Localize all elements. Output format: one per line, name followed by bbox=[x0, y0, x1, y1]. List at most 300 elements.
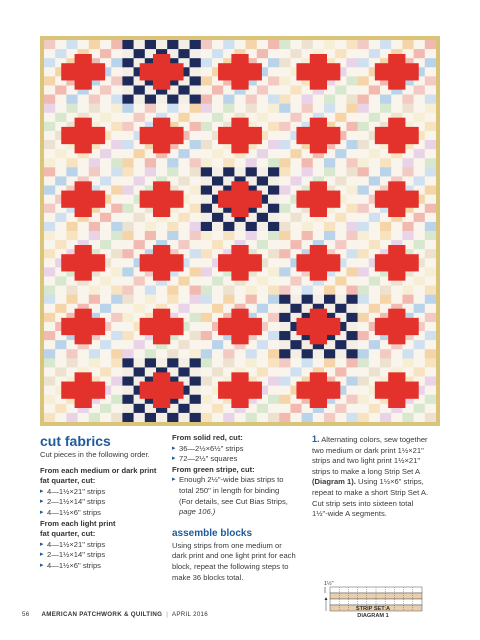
quilt-patch bbox=[122, 58, 133, 67]
quilt-patch bbox=[223, 231, 235, 240]
quilt-patch bbox=[44, 76, 56, 85]
quilt-patch bbox=[111, 131, 123, 140]
quilt-patch bbox=[391, 40, 403, 49]
quilt-patch bbox=[358, 149, 370, 158]
quilt-patch bbox=[358, 240, 370, 249]
quilt-patch bbox=[44, 377, 56, 386]
cross-vertical bbox=[231, 372, 248, 408]
quilt-patch bbox=[55, 49, 66, 58]
quilt-patch bbox=[425, 286, 436, 295]
quilt-patch bbox=[279, 58, 291, 67]
quilt-patch bbox=[268, 286, 280, 295]
quilt-patch bbox=[78, 95, 90, 104]
quilt-patch bbox=[346, 195, 358, 204]
quilt-patch bbox=[44, 95, 56, 104]
quilt-patch bbox=[268, 231, 280, 240]
quilt-patch bbox=[369, 158, 381, 167]
quilt-patch bbox=[414, 349, 426, 358]
quilt-patch bbox=[268, 40, 280, 49]
quilt-patch bbox=[111, 258, 123, 267]
quilt-patch bbox=[302, 222, 314, 231]
quilt-patch bbox=[44, 313, 56, 322]
quilt-patch bbox=[425, 313, 436, 322]
quilt-patch bbox=[279, 276, 291, 285]
quilt-patch bbox=[111, 404, 123, 413]
quilt-patch bbox=[212, 304, 224, 313]
quilt-patch bbox=[89, 167, 101, 176]
quilt-patch bbox=[425, 295, 436, 304]
quilt-patch bbox=[44, 195, 56, 204]
quilt-patch bbox=[279, 231, 291, 240]
quilt-patch bbox=[66, 158, 78, 167]
quilt-patch bbox=[425, 40, 436, 49]
quilt-patch bbox=[302, 158, 314, 167]
quilt-patch bbox=[100, 276, 112, 285]
quilt-patch bbox=[100, 213, 112, 222]
quilt-patch bbox=[122, 76, 133, 85]
diagram-caption bbox=[322, 606, 424, 620]
cross-vertical bbox=[310, 309, 327, 345]
list-item: ▸ 2—1½×14" strips bbox=[40, 550, 168, 561]
quilt-patch bbox=[201, 249, 213, 258]
quilt-patch bbox=[134, 413, 146, 422]
quilt-patch bbox=[290, 213, 302, 222]
quilt-patch bbox=[212, 149, 224, 158]
quilt-patch bbox=[212, 95, 224, 104]
quilt-patch bbox=[212, 240, 224, 249]
quilt-patch bbox=[212, 213, 224, 222]
quilt-patch bbox=[346, 40, 358, 49]
quilt-patch bbox=[279, 95, 291, 104]
quilt-patch bbox=[44, 404, 56, 413]
quilt-patch bbox=[358, 367, 370, 376]
cut-fabrics-section bbox=[40, 430, 168, 572]
quilt-patch bbox=[324, 95, 336, 104]
quilt-patch bbox=[369, 240, 381, 249]
quilt-patch bbox=[425, 186, 436, 195]
quilt-patch bbox=[111, 386, 123, 395]
quilt-patch bbox=[55, 367, 66, 376]
quilt-patch bbox=[122, 176, 133, 185]
quilt-patch bbox=[369, 167, 381, 176]
quilt-patch bbox=[402, 167, 414, 176]
quilt-patch bbox=[279, 367, 291, 376]
quilt-patch bbox=[156, 358, 168, 367]
quilt-patch bbox=[201, 276, 213, 285]
assemble-blocks-heading: assemble blocks bbox=[172, 527, 253, 539]
quilt-patch bbox=[111, 395, 123, 404]
quilt-patch bbox=[100, 231, 112, 240]
quilt-patch bbox=[346, 258, 358, 267]
quilt-patch bbox=[346, 49, 358, 58]
quilt-patch bbox=[279, 358, 291, 367]
quilt-patch bbox=[111, 286, 123, 295]
quilt-patch bbox=[66, 413, 78, 422]
quilt-patch bbox=[290, 404, 302, 413]
quilt-patch bbox=[44, 386, 56, 395]
quilt-patch bbox=[100, 349, 112, 358]
quilt-patch bbox=[89, 358, 101, 367]
quilt-patch bbox=[122, 167, 133, 176]
quilt-patch bbox=[346, 313, 358, 322]
quilt-patch bbox=[324, 158, 336, 167]
quilt-patch bbox=[78, 104, 90, 113]
quilt-patch bbox=[369, 231, 381, 240]
quilt-patch bbox=[234, 286, 246, 295]
quilt-patch bbox=[335, 49, 347, 58]
medium-dark-list bbox=[40, 487, 168, 519]
quilt-patch bbox=[111, 295, 123, 304]
quilt-patch bbox=[111, 195, 123, 204]
quilt-patch bbox=[313, 104, 325, 113]
quilt-patch bbox=[414, 104, 426, 113]
cross-vertical bbox=[388, 309, 405, 345]
quilt-patch bbox=[111, 358, 123, 367]
quilt-patch bbox=[111, 186, 123, 195]
quilt-patch bbox=[346, 131, 358, 140]
quilt-patch bbox=[425, 158, 436, 167]
quilt-patch bbox=[302, 295, 314, 304]
quilt-patch bbox=[190, 40, 202, 49]
quilt-patch bbox=[335, 104, 347, 113]
quilt-patch bbox=[358, 58, 370, 67]
quilt-patch bbox=[346, 358, 358, 367]
cross-vertical bbox=[310, 372, 327, 408]
quilt-patch bbox=[425, 377, 436, 386]
quilt-patch bbox=[335, 304, 347, 313]
cross-vertical bbox=[75, 118, 92, 154]
quilt-patch bbox=[190, 104, 202, 113]
quilt-patch bbox=[279, 240, 291, 249]
quilt-patch bbox=[335, 85, 347, 94]
quilt-patch bbox=[358, 222, 370, 231]
quilt-patch bbox=[44, 140, 56, 149]
assemble-line-4: make 36 blocks total. bbox=[172, 572, 244, 582]
quilt-patch bbox=[134, 49, 146, 58]
quilt-patch bbox=[257, 286, 269, 295]
quilt-patch bbox=[190, 331, 202, 340]
quilt-patch bbox=[156, 167, 168, 176]
quilt-patch bbox=[324, 222, 336, 231]
quilt-patch bbox=[391, 222, 403, 231]
quilt-patch bbox=[302, 231, 314, 240]
cross-vertical bbox=[388, 245, 405, 281]
cross-vertical bbox=[310, 54, 327, 90]
quilt-patch bbox=[257, 40, 269, 49]
quilt-patch bbox=[178, 113, 190, 122]
quilt-patch bbox=[234, 158, 246, 167]
quilt-patch bbox=[156, 222, 168, 231]
quilt-patch bbox=[44, 286, 56, 295]
quilt-patch bbox=[100, 113, 112, 122]
quilt-patch bbox=[44, 58, 56, 67]
quilt-patch bbox=[201, 267, 213, 276]
quilt-patch bbox=[212, 40, 224, 49]
quilt-patch bbox=[313, 40, 325, 49]
quilt-patch bbox=[346, 404, 358, 413]
quilt-patch bbox=[346, 367, 358, 376]
quilt-patch bbox=[134, 367, 146, 376]
quilt-patch bbox=[44, 213, 56, 222]
quilt-patch bbox=[55, 158, 66, 167]
cross-vertical bbox=[153, 54, 170, 90]
quilt-patch bbox=[111, 222, 123, 231]
quilt-patch bbox=[257, 104, 269, 113]
quilt-patch bbox=[190, 367, 202, 376]
quilt-patch bbox=[201, 176, 213, 185]
quilt-patch bbox=[335, 95, 347, 104]
quilt-patch bbox=[369, 304, 381, 313]
quilt-patch bbox=[78, 158, 90, 167]
quilt-patch bbox=[335, 149, 347, 158]
quilt-patch bbox=[44, 267, 56, 276]
quilt-patch bbox=[201, 113, 213, 122]
quilt-patch bbox=[358, 358, 370, 367]
quilt-patch bbox=[380, 222, 392, 231]
quilt-patch bbox=[425, 258, 436, 267]
quilt-patch bbox=[358, 313, 370, 322]
quilt-patch bbox=[425, 413, 436, 422]
quilt-patch bbox=[190, 186, 202, 195]
quilt-patch bbox=[402, 349, 414, 358]
quilt-patch bbox=[190, 304, 202, 313]
quilt-patch bbox=[145, 349, 157, 358]
quilt-patch bbox=[290, 176, 302, 185]
quilt-patch bbox=[44, 67, 56, 76]
quilt-patch bbox=[122, 122, 133, 131]
quilt-patch bbox=[369, 113, 381, 122]
quilt-patch bbox=[44, 249, 56, 258]
quilt-patch bbox=[145, 158, 157, 167]
cross-vertical bbox=[153, 372, 170, 408]
quilt-patch bbox=[78, 231, 90, 240]
list-item bbox=[172, 475, 302, 517]
quilt-patch bbox=[212, 158, 224, 167]
green-stripe-heading: From green stripe, cut: bbox=[172, 464, 255, 474]
quilt-patch bbox=[279, 76, 291, 85]
quilt-patch bbox=[268, 340, 280, 349]
quilt-patch bbox=[100, 149, 112, 158]
quilt-patch bbox=[414, 286, 426, 295]
quilt-patch bbox=[425, 149, 436, 158]
page-number: 56 bbox=[22, 611, 30, 618]
quilt-patch bbox=[425, 76, 436, 85]
quilt-patch bbox=[346, 286, 358, 295]
quilt-patch bbox=[122, 40, 133, 49]
quilt-patch bbox=[134, 349, 146, 358]
quilt-patch bbox=[257, 95, 269, 104]
quilt-patch bbox=[178, 158, 190, 167]
quilt-patch bbox=[313, 95, 325, 104]
quilt-patch bbox=[369, 340, 381, 349]
quilt-patch bbox=[78, 286, 90, 295]
quilt-patch bbox=[223, 40, 235, 49]
quilt-patch bbox=[156, 231, 168, 240]
quilt-patch bbox=[89, 158, 101, 167]
quilt-patch bbox=[358, 176, 370, 185]
quilt-patch bbox=[414, 213, 426, 222]
quilt-patch bbox=[369, 149, 381, 158]
quilt-patch bbox=[313, 158, 325, 167]
quilt-patch bbox=[167, 231, 179, 240]
quilt-patch bbox=[425, 340, 436, 349]
quilt-patch bbox=[358, 95, 370, 104]
quilt-patch bbox=[190, 386, 202, 395]
quilt-patch bbox=[358, 404, 370, 413]
quilt-patch bbox=[44, 186, 56, 195]
quilt-patch bbox=[324, 167, 336, 176]
quilt-patch bbox=[369, 213, 381, 222]
quilt-patch bbox=[346, 167, 358, 176]
quilt-patch bbox=[335, 222, 347, 231]
quilt-patch bbox=[279, 204, 291, 213]
quilt-patch bbox=[414, 231, 426, 240]
cross-vertical bbox=[75, 309, 92, 345]
quilt-patch bbox=[89, 95, 101, 104]
quilt-patch bbox=[369, 85, 381, 94]
quilt-patch bbox=[290, 295, 302, 304]
quilt-patch bbox=[346, 149, 358, 158]
medium-dark-heading-1: From each medium or dark print bbox=[40, 465, 157, 475]
quilt-patch bbox=[55, 222, 66, 231]
step-1-continued: Using 1½×6" strips, bbox=[355, 477, 424, 487]
quilt-patch bbox=[290, 104, 302, 113]
list-item: ▸ 4—1½×21" strips bbox=[40, 540, 168, 551]
cross-vertical bbox=[75, 54, 92, 90]
quilt-patch bbox=[324, 358, 336, 367]
quilt-patch bbox=[134, 404, 146, 413]
quilt-patch bbox=[100, 240, 112, 249]
quilt-patch bbox=[324, 104, 336, 113]
quilt-patch bbox=[44, 176, 56, 185]
quilt-patch bbox=[358, 85, 370, 94]
quilt-patch bbox=[268, 413, 280, 422]
quilt-patch bbox=[212, 340, 224, 349]
quilt-patch bbox=[78, 413, 90, 422]
quilt-patch bbox=[178, 149, 190, 158]
quilt-patch bbox=[134, 104, 146, 113]
quilt-patch bbox=[201, 295, 213, 304]
cross-vertical bbox=[388, 372, 405, 408]
quilt-patch bbox=[268, 267, 280, 276]
quilt-patch bbox=[201, 122, 213, 131]
quilt-patch bbox=[346, 67, 358, 76]
quilt-patch bbox=[201, 258, 213, 267]
quilt-patch bbox=[369, 104, 381, 113]
quilt-patch bbox=[335, 367, 347, 376]
quilt-patch bbox=[290, 149, 302, 158]
quilt-patch bbox=[346, 85, 358, 94]
quilt-patch bbox=[100, 404, 112, 413]
quilt-patch bbox=[44, 85, 56, 94]
quilt-patch bbox=[201, 386, 213, 395]
quilt-patch bbox=[134, 231, 146, 240]
quilt-patch bbox=[201, 358, 213, 367]
medium-dark-heading-2: fat quarter, cut: bbox=[40, 476, 96, 486]
quilt-patch bbox=[279, 104, 291, 113]
quilt-patch bbox=[290, 40, 302, 49]
quilt-patch bbox=[89, 222, 101, 231]
quilt-patch bbox=[55, 304, 66, 313]
quilt-patch bbox=[369, 176, 381, 185]
quilt-patch bbox=[201, 231, 213, 240]
quilt-patch bbox=[122, 95, 133, 104]
quilt-patch bbox=[346, 322, 358, 331]
quilt-patch bbox=[156, 104, 168, 113]
diagram-ref: (Diagram 1). bbox=[312, 477, 356, 487]
quilt-patch bbox=[55, 95, 66, 104]
quilt-patch bbox=[268, 386, 280, 395]
quilt-patch bbox=[279, 349, 291, 358]
quilt-patch bbox=[100, 286, 112, 295]
quilt-patch bbox=[414, 85, 426, 94]
quilt-patch bbox=[190, 322, 202, 331]
quilt-patch bbox=[234, 40, 246, 49]
quilt-patch bbox=[268, 67, 280, 76]
quilt-patch bbox=[268, 276, 280, 285]
quilt-patch bbox=[55, 167, 66, 176]
quilt-patch bbox=[257, 404, 269, 413]
step-number: 1. bbox=[312, 434, 320, 444]
quilt-patch bbox=[201, 204, 213, 213]
quilt-patch bbox=[44, 104, 56, 113]
quilt-patch bbox=[122, 222, 133, 231]
quilt-patch bbox=[111, 377, 123, 386]
quilt-patch bbox=[66, 222, 78, 231]
quilt-patch bbox=[290, 158, 302, 167]
quilt-patch bbox=[391, 358, 403, 367]
quilt-patch bbox=[324, 295, 336, 304]
quilt-patch bbox=[190, 395, 202, 404]
quilt-patch bbox=[358, 49, 370, 58]
quilt-patch bbox=[257, 158, 269, 167]
quilt-patch bbox=[358, 76, 370, 85]
quilt-patch bbox=[111, 167, 123, 176]
quilt-patch bbox=[178, 95, 190, 104]
quilt-patch bbox=[279, 49, 291, 58]
quilt-patch bbox=[279, 313, 291, 322]
quilt-patch bbox=[156, 286, 168, 295]
quilt-patch bbox=[358, 304, 370, 313]
quilt-patch bbox=[358, 140, 370, 149]
quilt-patch bbox=[212, 231, 224, 240]
quilt-patch bbox=[402, 40, 414, 49]
quilt-patch bbox=[257, 349, 269, 358]
quilt-patch bbox=[223, 95, 235, 104]
quilt-patch bbox=[358, 213, 370, 222]
quilt-patch bbox=[122, 413, 133, 422]
quilt-patch bbox=[178, 40, 190, 49]
quilt-patch bbox=[268, 304, 280, 313]
quilt-patch bbox=[290, 95, 302, 104]
quilt-patch bbox=[134, 85, 146, 94]
quilt-patch bbox=[346, 240, 358, 249]
quilt-patch bbox=[201, 149, 213, 158]
quilt-patch bbox=[190, 249, 202, 258]
quilt-patch bbox=[134, 213, 146, 222]
quilt-patch bbox=[369, 404, 381, 413]
quilt-patch bbox=[358, 249, 370, 258]
quilt-patch bbox=[346, 186, 358, 195]
quilt-patch bbox=[279, 395, 291, 404]
quilt-patch bbox=[201, 104, 213, 113]
quilt-patch bbox=[279, 195, 291, 204]
quilt-patch bbox=[335, 413, 347, 422]
quilt-patch bbox=[122, 213, 133, 222]
quilt-patch bbox=[257, 222, 269, 231]
quilt-patch bbox=[100, 40, 112, 49]
quilt-patch bbox=[268, 358, 280, 367]
